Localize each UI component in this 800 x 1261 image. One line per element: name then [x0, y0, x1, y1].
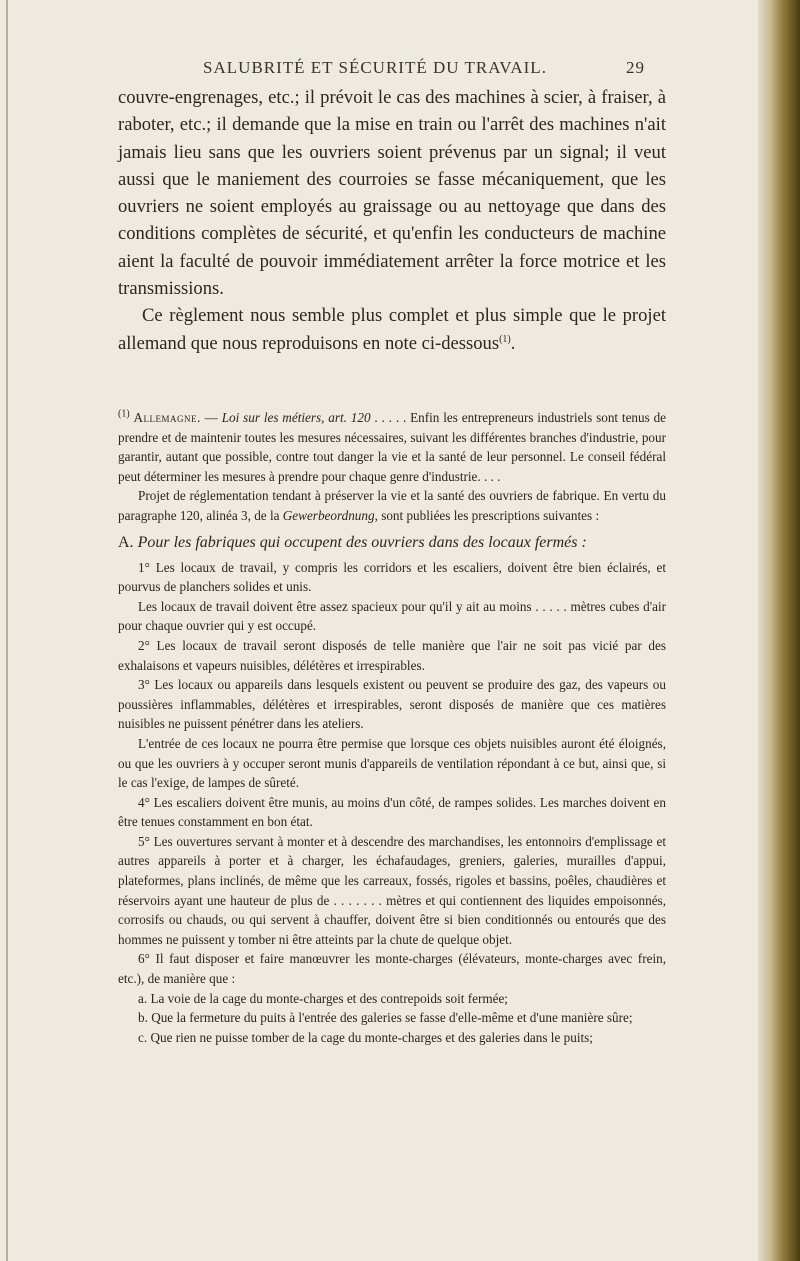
footnote-country: Allemagne.: [133, 410, 201, 425]
running-head-title: SALUBRITÉ ET SÉCURITÉ DU TRAVAIL.: [203, 58, 547, 77]
footnote-gewerbeordnung: Gewerbeordnung: [282, 507, 375, 523]
main-text: [118, 84, 666, 357]
footnote-law-reference: Loi sur les métiers, art. 120: [221, 410, 371, 425]
footnote-law-text: Enfin les entrepreneurs industriels sont tenus de prendre et de maintenir toutes les mesures nécessaires, suivant les différentes branches d'industrie, pour garantir, autant que possible, contre tout danger la vie et la santé de leur personnel. Le conseil fédéral peut déterminer les mesures à prendre pour chaque genre d'industrie. . . .: [118, 410, 667, 484]
footnote-reference: (1): [499, 333, 511, 345]
footnote-marker: (1): [118, 408, 130, 420]
body-paragraph-2: [118, 302, 666, 357]
section-letter: A.: [118, 533, 134, 551]
section-heading-a: [118, 530, 666, 556]
page-gutter-edge: [758, 0, 800, 1261]
prescription-item: c. Que rien ne puisse tomber de la cage du monte-charges et des galeries dans le puits;: [138, 1029, 593, 1045]
prescription-item: 6° Il faut disposer et faire manœuvrer les monte-charges (élévateurs, monte-charges avec frein, etc.), de manière que :: [118, 951, 666, 987]
section-title: Pour les fabriques qui occupent des ouvriers dans des locaux fermés :: [137, 533, 587, 551]
body-paragraph-2-end: .: [510, 332, 516, 354]
footnote-project-intro: Projet de réglementation tendant à préserver la vie et la santé des ouvriers de fabrique. En vertu du paragraphe 120, alinéa 3, de la: [118, 488, 666, 523]
prescription-item: 2° Les locaux de travail seront disposés de telle manière que l'air ne soit pas vicié par des exhalaisons et vapeurs nuisibles, délétères et irrespirables.: [118, 637, 666, 673]
prescription-item: 1° Les locaux de travail, y compris les corridors et les escaliers, doivent être bien éclairés, et pourvus de planchers solides et unis.: [118, 559, 666, 595]
prescription-item: 5° Les ouvertures servant à monter et à descendre des marchandises, les entonnoirs d'emplissage et autres appareils à porter et à charger, les échafaudages, greniers, galeries, murailles d'appui, plateformes, plans inclinés, de même que les carreaux, fossés, rigoles et bassins, poêles, chaudières et réservoirs ayant une hauteur de plus de . . . . . . . mètres et qui contiennent des liquides empoisonnés, corrosifs ou chauds, ou qui servent à chauffer, doivent être si bien conditionnés ou entourés que des hommes ne puissent y tomber ni être atteints par la chute de quelque objet.: [118, 833, 666, 947]
footnote-paragraph-2: [118, 486, 666, 525]
body-paragraph-2-text: Ce règlement nous semble plus complet et plus simple que le projet allemand que nous reproduisons en note ci-dessous: [118, 305, 666, 354]
prescription-item: Les locaux de travail doivent être assez spacieux pour qu'il y ait au moins . . . . . mètres cubes d'air pour chaque ouvrier qui y est occupé.: [118, 598, 666, 634]
prescription-item: b. Que la fermeture du puits à l'entrée des galeries se fasse d'elle-même et d'une manière sûre;: [138, 1010, 633, 1026]
page-number: 29: [626, 58, 645, 77]
prescription-item: a. La voie de la cage du monte-charges et des contrepoids soit fermée;: [138, 990, 508, 1006]
footnote: [118, 408, 666, 1047]
page-binding-line: [6, 0, 8, 1261]
prescription-item: 4° Les escaliers doivent être munis, au moins d'un côté, de rampes solides. Les marches doivent en être tenues constamment en bon état.: [118, 794, 666, 830]
running-head: [145, 58, 645, 78]
prescription-item: L'entrée de ces locaux ne pourra être permise que lorsque ces objets nuisibles auront été éloignés, ou que les ouvriers à y occuper seront munis d'appareils de ventilation répondant à ce but, ainsi que, si le cas l'exige, de lampes de sûreté.: [118, 735, 666, 791]
footnote-law-dots: . . . . .: [370, 410, 411, 425]
footnote-dash: —: [200, 410, 222, 425]
footnote-project-outro: , sont publiées les prescriptions suivantes :: [374, 507, 600, 523]
prescription-item: 3° Les locaux ou appareils dans lesquels existent ou peuvent se produire des gaz, des vapeurs ou poussières inflammables, délétères et irrespirables, seront disposés de manière que ces matières nuisibles ne puissent pénétrer dans les ateliers.: [118, 677, 666, 732]
body-paragraph-1: couvre-engrenages, etc.; il prévoit le cas des machines à scier, à fraiser, à raboter, etc.; il demande que la mise en train ou l'arrêt des machines n'ait jamais lieu sans que les ouvriers soient prévenus par un signal; il veut aussi que le maniement des courroies se fasse mécaniquement, que les ouvriers ne soient employés au graissage ou au nettoyage que dans des conditions complètes de sécurité, et qu'enfin les conducteurs de machine aient la faculté de pouvoir immédiatement arrêter la force motrice et les transmissions.: [118, 87, 666, 300]
footnote-paragraph-1: [118, 408, 666, 486]
